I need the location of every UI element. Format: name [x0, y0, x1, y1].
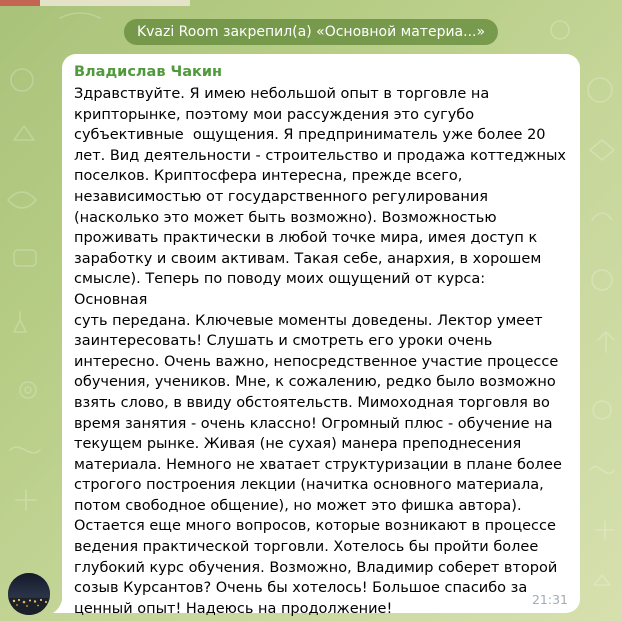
message-line: независимостью от государственного регулирования [74, 188, 489, 205]
bubble-tail-icon [53, 596, 63, 613]
message-line: суть передана. Ключевые моменты доведены. Лектор умеет [74, 312, 543, 329]
message-line: обучения, учеников. Мне, к сожалению, редко было возможно [74, 374, 556, 391]
message-line: ценный опыт! Надеюсь на продолжение! [74, 600, 393, 617]
message-line: текущем рынке. Живая (не сухая) манера преподнесения [74, 436, 522, 453]
message-line: взять слово, в ввиду обстоятельств. Мимоходная торговля во [74, 394, 550, 411]
message-text [74, 84, 568, 619]
message-line: материала. Немного не хватает структуризации в плане более [74, 456, 562, 473]
message-line: (насколько это может быть возможно). Возможностью [74, 209, 497, 226]
message-line: время занятия - очень классно! Огромный плюс - обучение на [74, 415, 553, 432]
message-line: интересно. Очень важно, непосредственное участие процессе [74, 353, 559, 370]
message-line: поселков. Криптосфера интересна, прежде всего, [74, 168, 463, 185]
message-time: 21:31 [531, 592, 568, 607]
sender-avatar[interactable] [8, 573, 50, 615]
message-line: строгого построения лекции (начитка основного материала, [74, 477, 544, 494]
message-line: Здравствуйте. Я имею небольшой опыт в торговле на [74, 86, 490, 102]
message-line: проживать практически в любой точке мира, имея доступ к [74, 230, 538, 247]
message-line: крипторынке, поэтому мои рассуждения это сугубо [74, 106, 475, 123]
message-line: лет. Вид деятельности - строительство и продажа коттеджных [74, 147, 566, 164]
message-line: заинтересовать! Слушать и смотреть его уроки очень [74, 333, 493, 350]
message-line: глубокий курс обучения. Возможно, Владимир соберет второй [74, 559, 558, 576]
sender-name[interactable]: Владислав Чакин [74, 64, 223, 80]
message-line: заработку и своим активам. Такая себе, анархия, в хорошем [74, 250, 542, 267]
message-line: потом свободное общение), но может это фишка автора). [74, 497, 522, 514]
previous-message-edge [0, 0, 622, 6]
message-bubble[interactable] [62, 54, 580, 617]
pinned-service-message[interactable]: Kvazi Room закрепил(а) «Основной материа...» [124, 19, 498, 45]
message-line: субъективные ощущения. Я предприниматель уже более 20 [74, 127, 546, 144]
message-line: созыв Курсантов? Очень бы хотелось! Большое спасибо за [74, 580, 528, 597]
message-line: ведения практической торговли. Хотелось бы пройти более [74, 539, 539, 556]
message-line: Остается еще много вопросов, которые возникают в процессе [74, 518, 556, 535]
message-line: смысле). Теперь по поводу моих ощущений от курса: Основная [74, 271, 504, 308]
night-city-avatar-icon [8, 573, 50, 615]
